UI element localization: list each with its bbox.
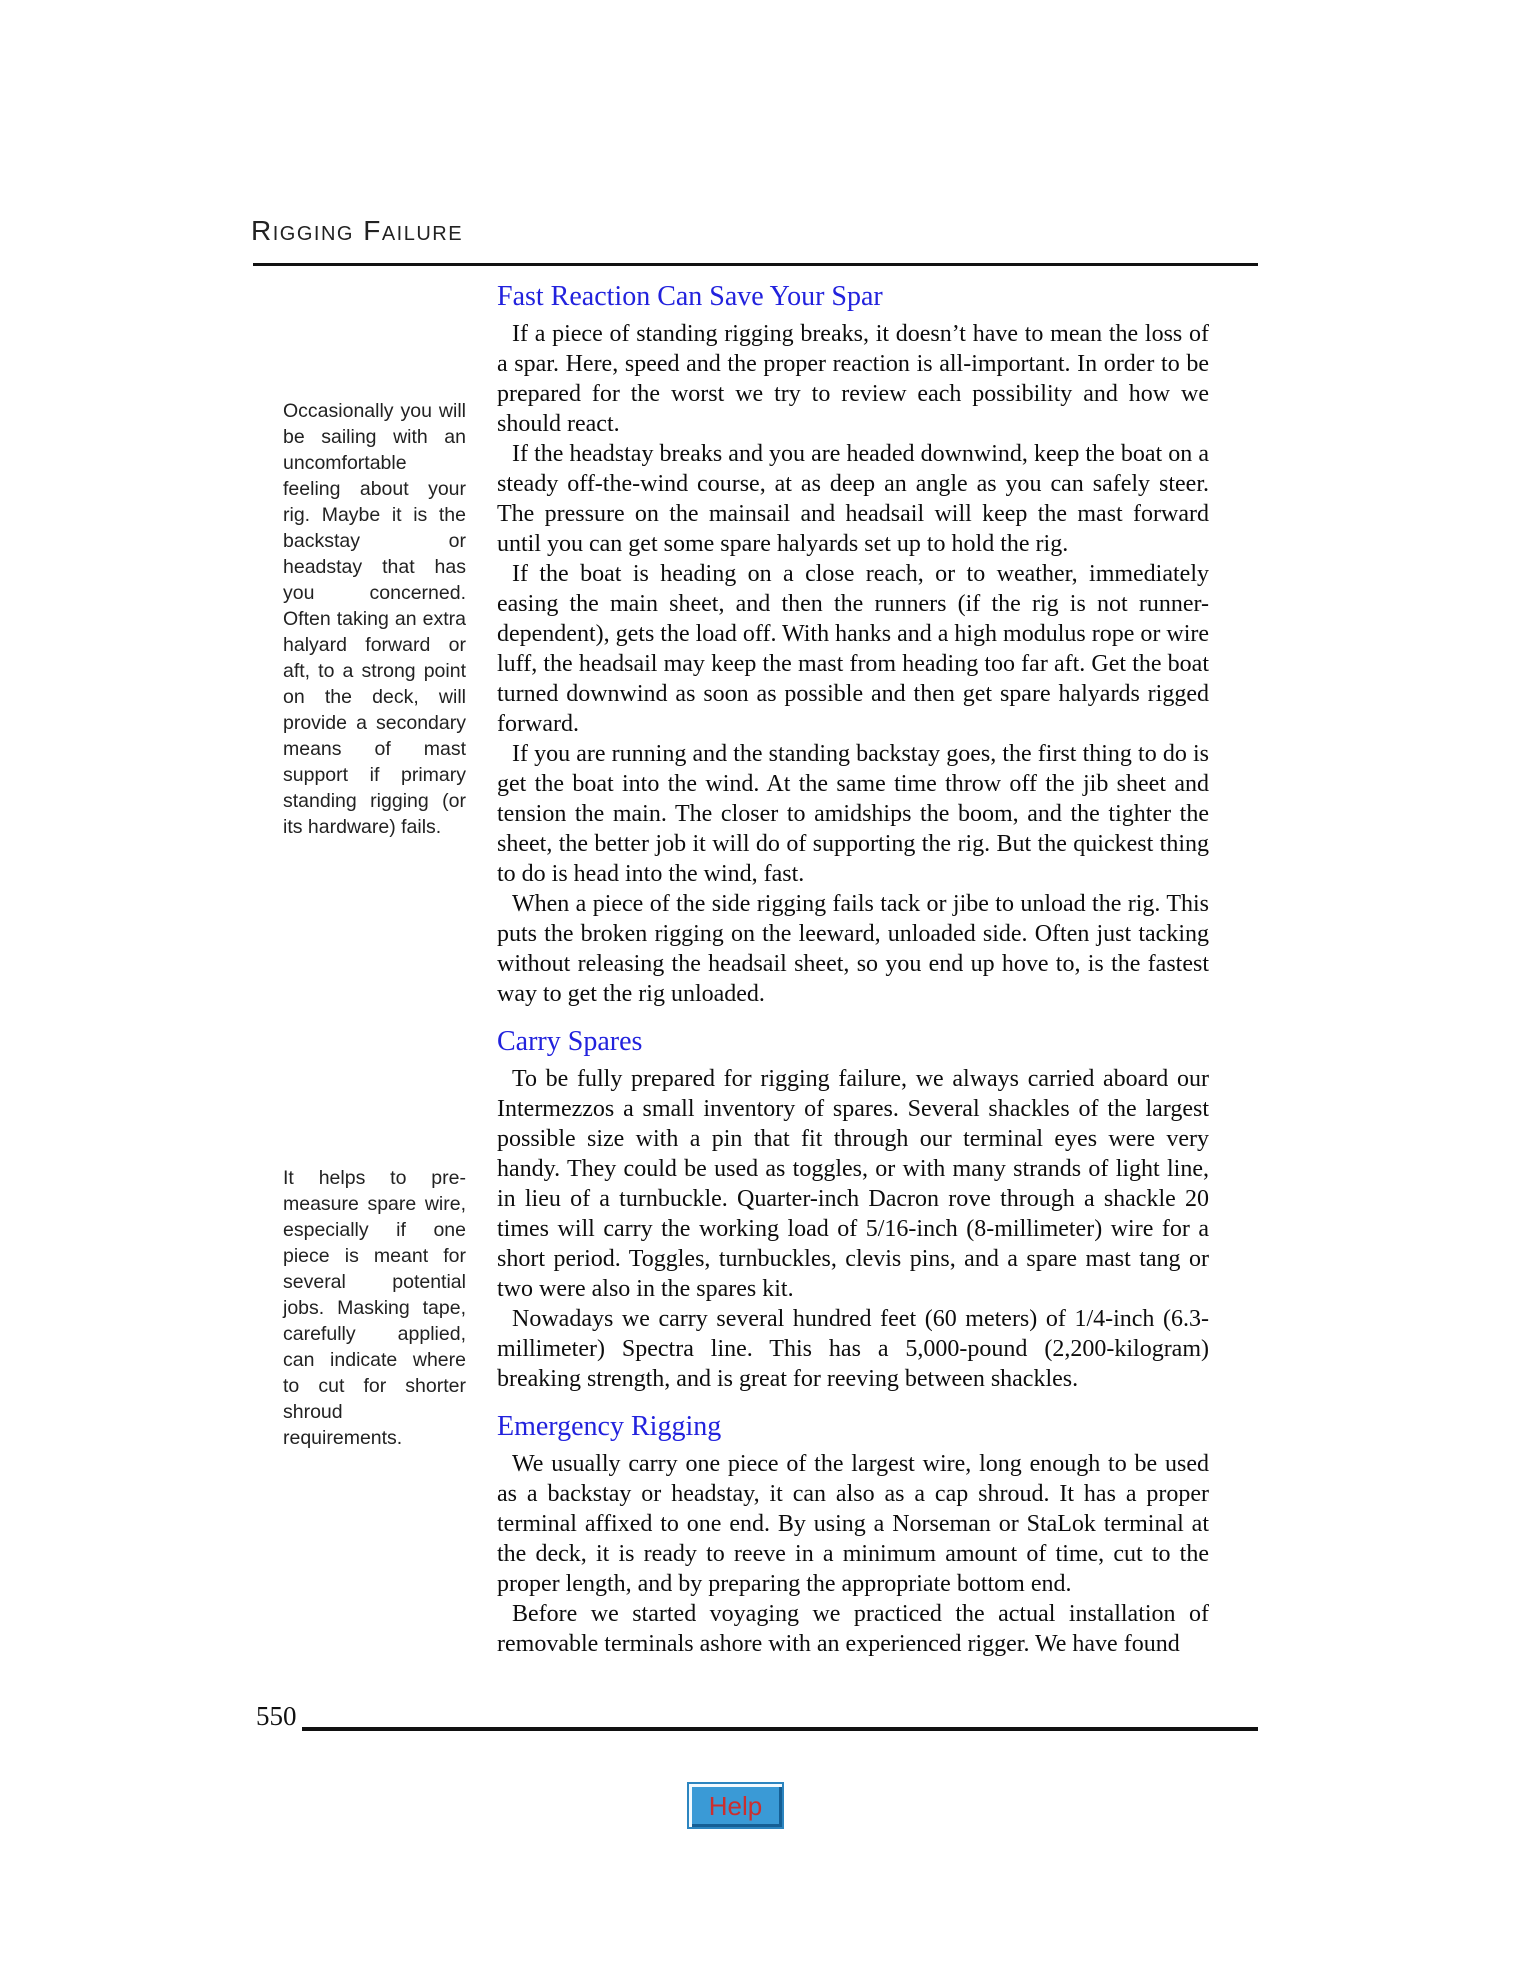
body-paragraph: To be fully prepared for rigging failure, we always carried aboard our Intermezzos a small inventory of spares. Several shackles of the largest possible size with a pin that fit through our terminal eyes were very handy. They could be used as toggles, or with many strands of light line, in lieu of a turnbuckle. Quarter-inch Dacron rove through a shackle 20 times will carry the working load of 5/16-inch (8-millimeter) wire for a short period. Toggles, turnbuckles, clevis pins, and a spare mast tang or two were also in the spares kit.: [497, 1066, 1209, 1302]
help-button[interactable]: Help: [687, 1782, 784, 1829]
body-paragraph: We usually carry one piece of the largest wire, long enough to be used as a backstay or headstay, it can also as a cap shroud. It has a proper terminal affixed to one end. By using a Norseman or StaLok terminal at the deck, it is ready to reeve in a minimum amount of time, cut to the proper length, and by preparing the appropriate bottom end.: [497, 1451, 1209, 1597]
body-paragraph: If a piece of standing rigging breaks, it doesn’t have to mean the loss of a spar. Here, speed and the proper reaction is all-important. In order to be prepared for the worst we try to review each possibility and how we should react.: [497, 321, 1209, 437]
page-title: Rigging Failure: [251, 215, 464, 246]
footer-rule: [302, 1727, 1258, 1731]
body-paragraph: Nowadays we carry several hundred feet (60 meters) of 1/4-inch (6.3-millimeter) Spectra line. This has a 5,000-pound (2,200-kilogram) breaking strength, and is great for reeving between shackles.: [497, 1306, 1209, 1392]
section-heading-carry-spares: Carry Spares: [497, 1026, 643, 1057]
margin-note-secondary-support: Occasionally you will be sailing with an uncomfortable feeling about your rig. Maybe it is the backstay or headstay that has you concerned. Often taking an extra halyard forward or aft, to a strong point on the deck, will provide a secondary means of mast support if primary standing rigging (or its hardware) fails.: [283, 400, 466, 838]
section-heading-emergency-rigging: Emergency Rigging: [497, 1411, 722, 1442]
body-paragraph: Before we started voyaging we practiced the actual installation of removable terminals ashore with an experienced rigger. We have found: [497, 1601, 1209, 1657]
section-heading-fast-reaction: Fast Reaction Can Save Your Spar: [497, 281, 883, 312]
header-rule: [253, 263, 1258, 266]
body-paragraph: If you are running and the standing backstay goes, the first thing to do is get the boat into the wind. At the same time throw off the jib sheet and tension the main. The closer to amidships the boom, and the tighter the sheet, the better job it will do of supporting the rig. But the quickest thing to do is head into the wind, fast.: [497, 741, 1209, 887]
margin-note-premeasure-wire: It helps to pre-measure spare wire, especially if one piece is meant for several potential jobs. Masking tape, carefully applied, can indicate where to cut for shorter shroud requirements.: [283, 1167, 466, 1449]
page-number: 550: [256, 1701, 297, 1731]
body-paragraph: When a piece of the side rigging fails tack or jibe to unload the rig. This puts the broken rigging on the leeward, unloaded side. Often just tacking without releasing the headsail sheet, so you end up hove to, is the fastest way to get the rig unloaded.: [497, 891, 1209, 1007]
main-column: [497, 280, 1209, 1659]
body-paragraph: If the boat is heading on a close reach, or to weather, immediately easing the main sheet, and then the runners (if the rig is not runner-dependent), gets the load off. With hanks and a high modulus rope or wire luff, the headsail may keep the mast from heading too far aft. Get the boat turned downwind as soon as possible and then get spare halyards rigged forward.: [497, 561, 1209, 737]
body-paragraph: If the headstay breaks and you are headed downwind, keep the boat on a steady off-the-wind course, at as deep an angle as you can safely steer. The pressure on the mainsail and headsail will keep the mast forward until you can get some spare halyards set up to hold the rig.: [497, 441, 1209, 557]
